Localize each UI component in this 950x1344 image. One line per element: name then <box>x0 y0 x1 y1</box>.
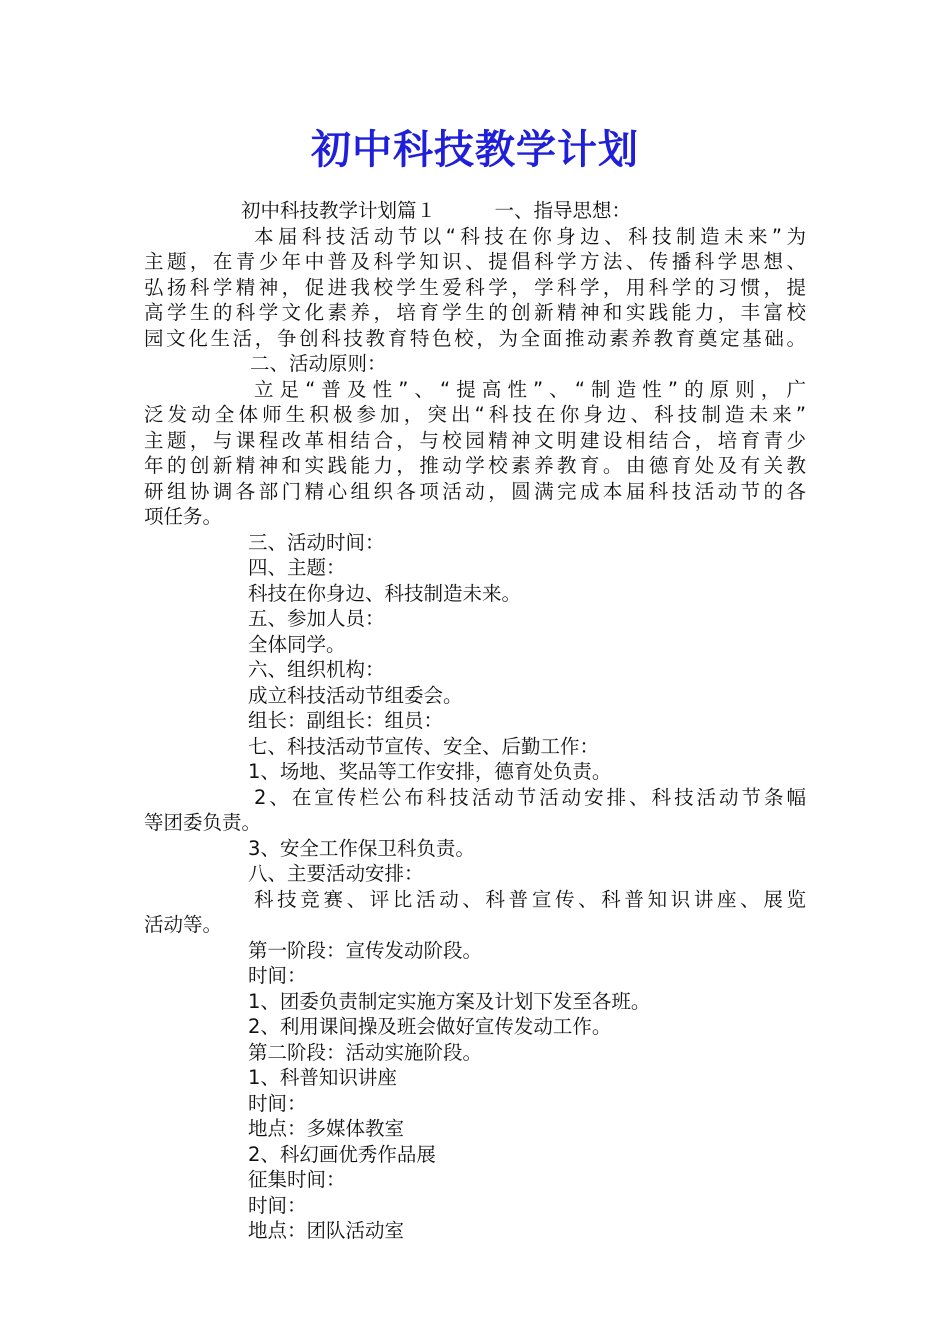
stage-heading: 第一阶段：宣传发动阶段。 <box>248 938 483 962</box>
list-item: 1、场地、奖品等工作安排，德育处负责。 <box>248 760 612 783</box>
paragraph-line: 园文化生活，争创科技教育特色校，为全面推动素养教育奠定基础。 <box>144 326 806 350</box>
paragraph-line: 科技竞赛、评比活动、科普宣传、科普知识讲座、展览 <box>254 887 806 911</box>
field-label: 时间： <box>248 1193 307 1217</box>
section-heading: 二、活动原则： <box>250 352 387 375</box>
paragraph-line: 泛发动全体师生积极参加，突出“科技在你身边、科技制造未来” <box>144 403 806 426</box>
field-label: 时间： <box>248 964 307 987</box>
list-item: 2、科幻画优秀作品展 <box>248 1142 436 1166</box>
field-label: 时间： <box>248 1091 307 1115</box>
paragraph-line: 研组协调各部门精心组织各项活动，圆满完成本届科技活动节的各 <box>144 479 806 503</box>
section-heading: 五、参加人员： <box>248 607 385 630</box>
paragraph-line: 科技在你身边、科技制造未来。 <box>248 581 522 605</box>
section-heading: 六、组织机构： <box>248 658 385 681</box>
list-item: 2、利用课间操及班会做好宣传发动工作。 <box>248 1015 612 1038</box>
paragraph-line: 本届科技活动节以“科技在你身边、科技制造未来”为 <box>254 224 806 248</box>
paragraph-line: 立足“普及性”、“提高性”、“制造性”的原则，广 <box>254 377 806 401</box>
stage-heading: 第二阶段：活动实施阶段。 <box>248 1040 483 1064</box>
field-label: 地点：多媒体教室 <box>248 1117 405 1140</box>
field-label: 地点：团队活动室 <box>248 1219 405 1242</box>
paragraph-line: 组长：副组长：组员： <box>248 709 444 732</box>
section-heading: 七、科技活动节宣传、安全、后勤工作： <box>248 734 600 758</box>
section-heading: 八、主要活动安排： <box>248 862 424 885</box>
paragraph-line: 弘扬科学精神，促进我校学生爱科学，学科学，用科学的习惯，提 <box>144 275 806 299</box>
section-heading: 三、活动时间： <box>248 530 385 554</box>
paragraph-line: 项任务。 <box>144 505 223 528</box>
paragraph-line: 主题，与课程改革相结合，与校园精神文明建设相结合，培育青少 <box>144 428 806 452</box>
paragraph-line: 全体同学。 <box>248 632 346 656</box>
paragraph-line: 主题，在青少年中普及科学知识、提倡科学方法、传播科学思想、 <box>144 250 806 273</box>
paragraph-line: 活动等。 <box>144 913 223 936</box>
document-body <box>144 198 806 1244</box>
field-label: 征集时间： <box>248 1168 346 1191</box>
list-item: 1、科普知识讲座 <box>248 1066 397 1089</box>
list-item: 1、团委负责制定实施方案及计划下发至各班。 <box>248 989 651 1013</box>
section-heading-line: 初中科技教学计划篇１ 一、指导思想： <box>241 199 632 222</box>
list-item: 3、安全工作保卫科负责。 <box>248 836 475 860</box>
list-item: 2、在宣传栏公布科技活动节活动安排、科技活动节条幅 <box>254 785 806 809</box>
paragraph-line: 成立科技活动节组委会。 <box>248 683 463 707</box>
document-title: 初中科技教学计划 <box>311 127 639 173</box>
paragraph-line: 高学生的科学文化素养，培育学生的创新精神和实践能力，丰富校 <box>144 301 806 324</box>
paragraph-line: 年的创新精神和实践能力，推动学校素养教育。由德育处及有关教 <box>144 454 806 477</box>
list-item-continuation: 等团委负责。 <box>144 811 262 834</box>
section-heading: 四、主题： <box>248 556 346 579</box>
